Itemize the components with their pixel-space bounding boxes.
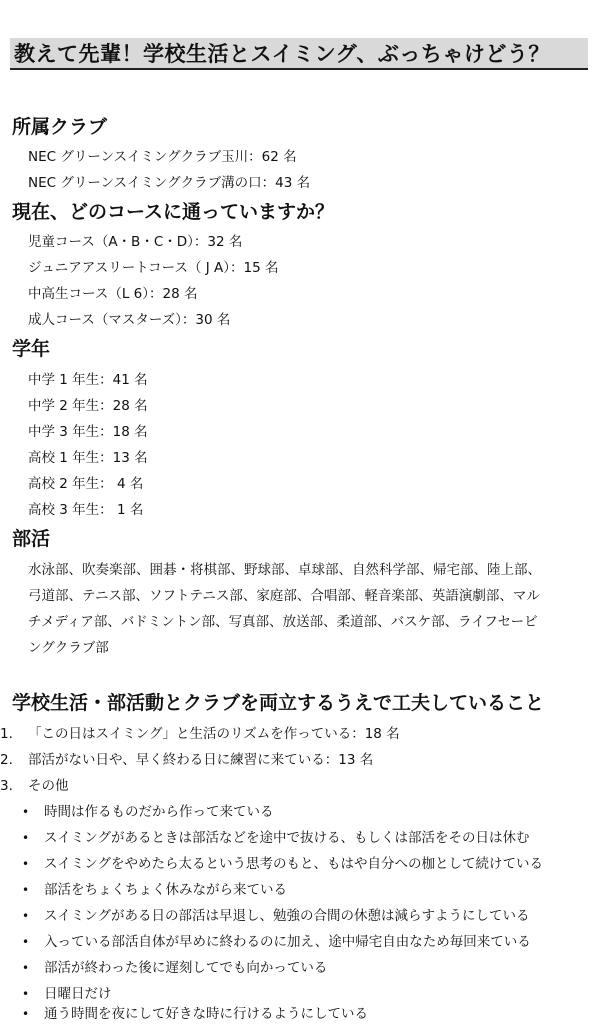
bullet-text: 部活が終わった後に遅刻してでも向かっている [44,960,328,976]
list-item: 高校 2 年生： 4 名 [28,476,144,492]
bullet-icon: • [22,987,30,1001]
item-text: 部活がない日や、早く終わる日に練習に来ている：13 名 [28,752,374,768]
activities-line: 弓道部、テニス部、ソフトテニス部、家庭部、合唱部、軽音楽部、英語演劇部、マル [28,588,540,604]
section-heading-club: 所属クラブ [12,116,108,138]
activities-line: チメディア部、バドミントン部、写真部、放送部、柔道部、バスケ部、ライフセービ [28,614,538,630]
item-text: その他 [28,778,69,794]
bullet-icon: • [22,961,30,975]
bullet-icon: • [22,883,30,897]
bullet-icon: • [22,831,30,845]
list-item: 成人コース（マスターズ）：30 名 [28,312,231,328]
bullet-text: スイミングをやめたら太るという思考のもと、もはや自分への枷として続けている [44,856,543,872]
list-item: 児童コース（A・B・C・D）：32 名 [28,234,243,250]
activities-paragraph [28,557,613,661]
bullet-text: 部活をちょくちょく休みながら来ている [44,882,287,898]
activities-line: 水泳部、吹奏楽部、囲碁・将棋部、野球部、卓球部、自然科学部、帰宅部、陸上部、 [28,562,541,578]
page-title: 教えて先輩！学校生活とスイミング、ぶっちゃけどう？ [10,38,588,70]
list-item: 中学 3 年生：18 名 [28,424,148,440]
section-heading-grade: 学年 [12,338,51,360]
bullet-text: 入っている部活自体が早めに終わるのに加え、途中帰宅自由なため毎回来ている [44,934,531,950]
activities-line: ングクラブ部 [28,640,109,656]
list-item: 中高生コース（L 6）：28 名 [28,286,198,302]
bullet-icon: • [22,857,30,871]
numbered-item [0,724,400,744]
bullet-text: 通う時間を夜にして好きな時に行けるようにしている [44,1006,368,1022]
bullet-text: スイミングがある日の部活は早退し、勉強の合間の休憩は減らすようにしている [44,908,530,924]
numbered-item [0,776,69,796]
list-item: NEC グリーンスイミングクラブ溝の口：43 名 [28,175,311,191]
list-item: 高校 3 年生： 1 名 [28,502,144,518]
list-item: 中学 2 年生：28 名 [28,398,148,414]
list-item: 高校 1 年生：13 名 [28,450,148,466]
bullet-text: 時間は作るものだから作って来ている [44,804,274,820]
bullet-item [22,984,112,1004]
bullet-item [22,1004,368,1024]
bullet-item [22,906,529,926]
item-text: 「この日はスイミング」と生活のリズムを作っている：18 名 [28,726,400,742]
bullet-icon: • [22,805,30,819]
section-heading-course: 現在、どのコースに通っていますか？ [12,201,335,223]
list-item: NEC グリーンスイミングクラブ玉川：62 名 [28,149,297,165]
item-number: 2. [0,752,13,768]
item-number: 3. [0,778,13,794]
list-item: 中学 1 年生：41 名 [28,372,148,388]
bullet-icon: • [22,909,30,923]
bullet-text: スイミングがあるときは部活などを途中で抜ける、もしくは部活をその日は休む [44,830,530,846]
list-item: ジュニアアスリートコース（ J A）：15 名 [28,260,279,276]
bullet-item [22,958,327,978]
bullet-text: 日曜日だけ [44,986,112,1002]
numbered-item [0,750,373,770]
section-heading-balance: 学校生活・部活動とクラブを両立するうえで工夫していること [12,692,545,714]
bullet-item [22,932,531,952]
item-number: 1. [0,726,13,742]
bullet-icon: • [22,1007,30,1021]
bullet-icon: • [22,935,30,949]
bullet-item [22,880,287,900]
section-heading-activities: 部活 [12,528,51,550]
bullet-item [22,802,274,822]
bullet-item [22,854,543,874]
bullet-item [22,828,529,848]
